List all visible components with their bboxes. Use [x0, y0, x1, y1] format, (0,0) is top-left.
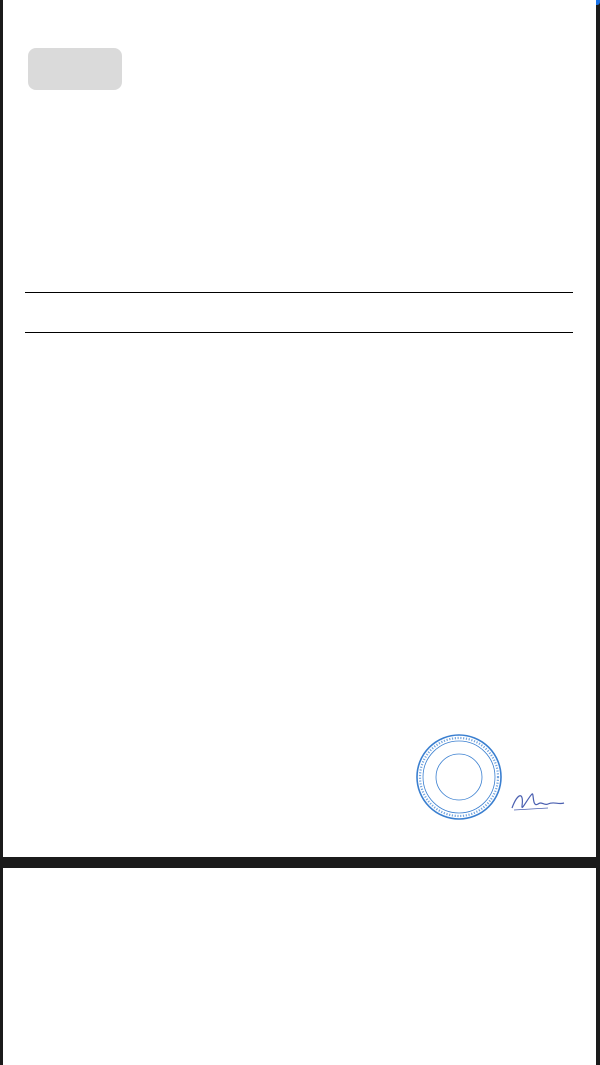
report-page-2	[3, 868, 596, 1065]
page-counter-overlay	[28, 48, 122, 90]
lab-stamp-icon	[415, 733, 503, 821]
report-page-1	[3, 0, 596, 857]
signature-icon	[508, 788, 568, 814]
table-header	[25, 292, 573, 333]
qr-code-icon[interactable]	[55, 736, 105, 786]
